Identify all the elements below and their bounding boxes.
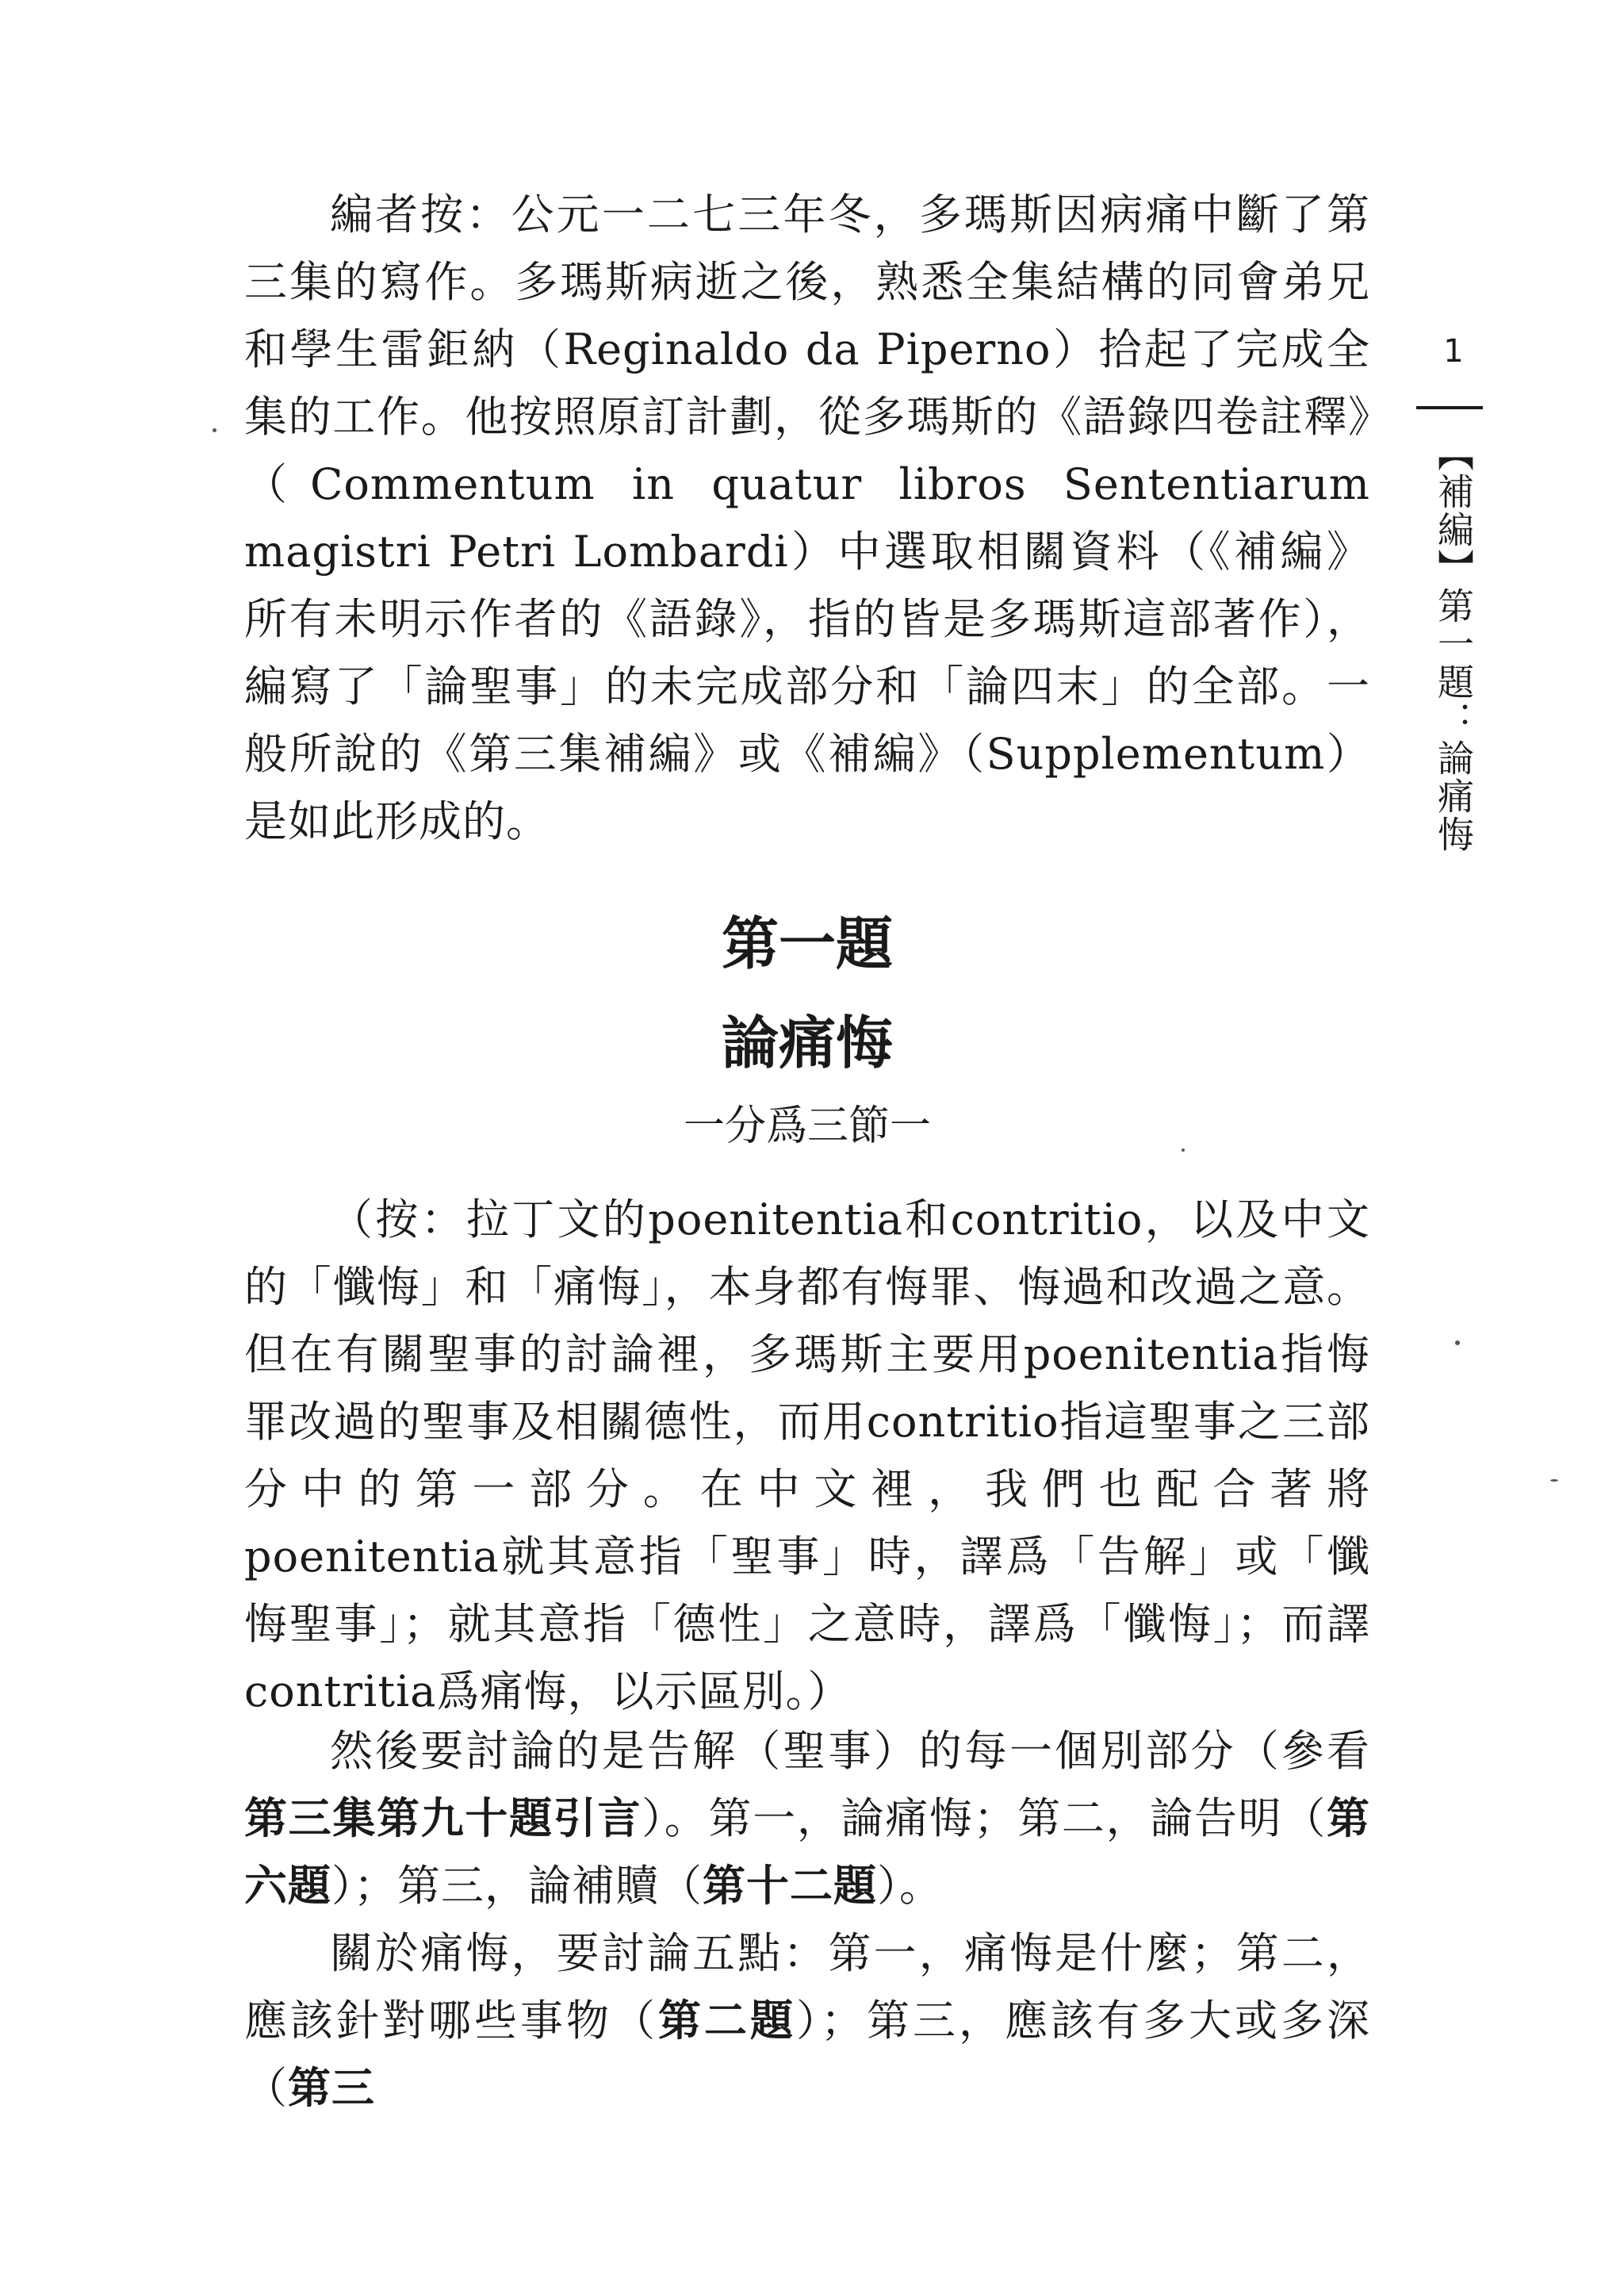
cross-reference: 第三 bbox=[288, 2063, 375, 2113]
running-header: 【補編】第一題：論痛悔 bbox=[1432, 435, 1475, 853]
intro-p1-text-a: 然後要討論的是告解（聖事）的每一個別部分（參看 bbox=[330, 1726, 1370, 1776]
cross-reference: 第三集第九十題引言 bbox=[244, 1793, 642, 1843]
cross-reference: 第六題 bbox=[244, 1793, 1371, 1911]
scan-speck bbox=[1550, 1479, 1558, 1482]
question-number: 第一題 bbox=[721, 911, 893, 977]
intro-p1-text-b: ）。第一，論痛悔；第二，論告明（ bbox=[642, 1793, 1327, 1843]
scan-speck bbox=[1455, 1340, 1460, 1345]
scan-speck bbox=[213, 428, 216, 432]
translator-note bbox=[244, 1186, 1370, 1725]
editor-note bbox=[244, 181, 1370, 855]
margin-rule bbox=[1416, 406, 1483, 409]
scan-speck bbox=[1182, 1148, 1185, 1152]
question-title: 論痛悔 bbox=[721, 1010, 893, 1076]
intro-p2-text-a: 關於痛悔，要討論五點：第一，痛悔是什麼；第二，應該針對哪些事物（ bbox=[244, 1928, 1370, 2046]
intro-p2-text-b: ）；第三，應該有多大或多深（ bbox=[244, 1996, 1370, 2113]
intro-p1-text-c: ）；第三，論補贖（ bbox=[331, 1861, 703, 1911]
cross-reference: 第二題 bbox=[658, 1996, 796, 2046]
intro-p1-text-d: ）。 bbox=[877, 1861, 943, 1911]
translator-note-paragraph: （按：拉丁文的poenitentia和contritio，以及中文的「懺悔」和「痛悔」，本身都有悔罪、悔過和改過之意。但在有關聖事的討論裡，多瑪斯主要用poenitentia指悔罪改過的聖事及相關德性，而用contritio指這聖事之三部分中的第一部分。在中文裡，我們也配合著將poenitentia就其意指「聖事」時，譯爲「告解」或「懺悔聖事」；就其意指「德性」之意時，譯爲「懺悔」；而譯contritia爲痛悔，以示區別。） bbox=[244, 1194, 1370, 1716]
intro-paragraph-1 bbox=[244, 1717, 1370, 1919]
editor-note-paragraph: 編者按：公元一二七三年冬，多瑪斯因病痛中斷了第三集的寫作。多瑪斯病逝之後，熟悉全集結構的同會弟兄和學生雷鉅納（Reginaldo da Piperno）拾起了完成全集的工作。他按照原訂計劃，從多瑪斯的《語錄四卷註釋》（Commentum in quatur libros Sententiarum magistri Petri Lombardi）中選取相關資料（《補編》所有未明示作者的《語錄》，指的皆是多瑪斯這部著作），編寫了「論聖事」的未完成部分和「論四末」的全部。一般所說的《第三集補編》或《補編》（Supplementum）是如此形成的。 bbox=[244, 190, 1370, 846]
question-introduction bbox=[244, 1717, 1370, 2122]
intro-paragraph-2 bbox=[244, 1919, 1370, 2122]
cross-reference: 第十二題 bbox=[703, 1861, 877, 1911]
page-number: 1 bbox=[1443, 333, 1464, 370]
question-subtitle: 一分爲三節一 bbox=[683, 1102, 931, 1150]
